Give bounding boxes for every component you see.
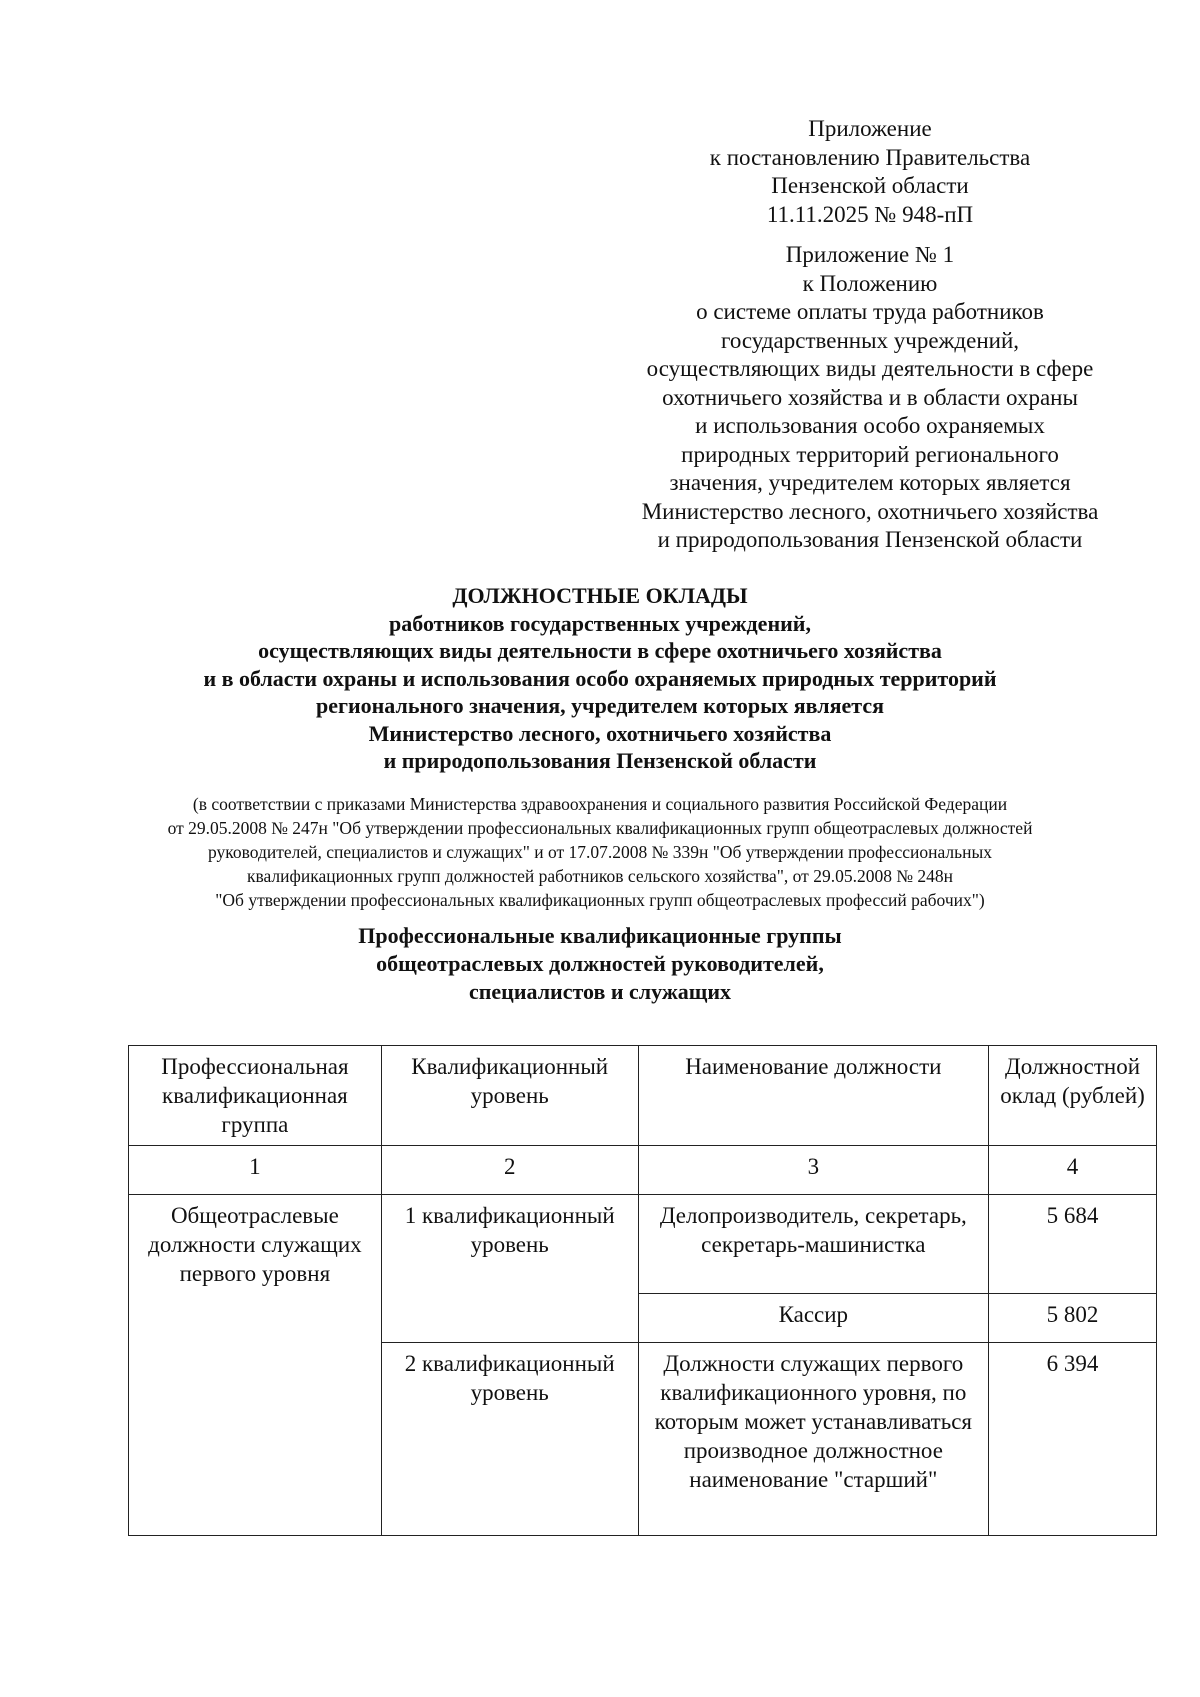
section-title-line: специалистов и служащих [468,979,732,1004]
appendix-one-line: государственных учреждений, [720,327,1020,353]
document-title [100,582,1100,775]
appendix-one-line: значения, учредителем которых является [669,470,1071,495]
appendix-one-line: Приложение № 1 [785,242,955,267]
level-cell: 1 квалификационный уровень [381,1195,638,1343]
note-line: руководителей, специалистов и служащих" и от 17.07.2008 № 339н "Об утверждении профессиональных [207,842,993,862]
header-cell-group: Профессиональная квалификационная группа [129,1046,382,1146]
group-cell: Общеотраслевые должности служащих первого уровня [129,1195,382,1536]
table-row [129,1195,1157,1294]
level-cell: 2 квалификационный уровень [381,1343,638,1536]
column-number-row [129,1146,1157,1195]
salary-cell: 5 684 [989,1195,1157,1294]
header-cell-level: Квалификационный уровень [381,1046,638,1146]
appendix-one-line: к Положению [802,270,938,296]
legal-basis-note [100,792,1100,912]
appendix-header [590,115,1150,229]
appendix-line: 11.11.2025 № 948-пП [766,201,974,227]
note-line: от 29.05.2008 № 247н "Об утверждении профессиональных квалификационных групп общеотраслевых должностей [167,818,1033,838]
section-title-line: Профессиональные квалификационные группы [358,923,842,948]
column-number: 1 [129,1146,382,1195]
salary-table [128,1045,1157,1536]
title-line: ДОЛЖНОСТНЫЕ ОКЛАДЫ [452,583,748,608]
appendix-line: к постановлению Правительства [709,144,1031,170]
appendix-one-line: и природопользования Пензенской области [657,527,1083,552]
position-cell: Делопроизводитель, секретарь, секретарь-машинистка [638,1195,988,1294]
note-line: квалификационных групп должностей работников сельского хозяйства", от 29.05.2008 № 248н [246,866,954,886]
appendix-one-line: природных территорий регионального [681,441,1059,467]
title-line: регионального значения, учредителем которых является [315,693,885,718]
note-line: (в соответствии с приказами Министерства здравоохранения и социального развития Российской Федерации [192,794,1008,814]
section-title-line: общеотраслевых должностей руководителей, [376,951,824,976]
section-title [200,922,1000,1006]
appendix-line: Приложение [808,116,932,141]
salary-cell: 6 394 [989,1343,1157,1536]
column-number: 4 [989,1146,1157,1195]
appendix-one-line: о системе оплаты труда работников [696,299,1044,324]
position-cell: Должности служащих первого квалификационного уровня, по которым может устанавливаться производное должностное наименование "старший" [638,1343,988,1536]
table-header-row [129,1046,1157,1146]
appendix-line: Пензенской области [771,173,969,198]
appendix-one-line: осуществляющих виды деятельности в сфере [646,356,1094,381]
title-line: и природопользования Пензенской области [383,748,817,773]
appendix-one-line: Министерство лесного, охотничьего хозяйства [641,498,1099,524]
column-number: 2 [381,1146,638,1195]
position-cell: Кассир [638,1294,988,1343]
title-line: осуществляющих виды деятельности в сфере охотничьего хозяйства [258,638,942,663]
note-line: "Об утверждении профессиональных квалификационных групп общеотраслевых профессий рабочих") [215,890,985,910]
header-cell-position: Наименование должности [638,1046,988,1146]
column-number: 3 [638,1146,988,1195]
header-cell-salary: Должностной оклад (рублей) [989,1046,1157,1146]
title-line: работников государственных учреждений, [389,610,811,636]
appendix-one-line: охотничьего хозяйства и в области охраны [662,384,1078,410]
salary-cell: 5 802 [989,1294,1157,1343]
title-line: Министерство лесного, охотничьего хозяйства [368,720,832,746]
appendix-one-line: и использования особо охраняемых [695,413,1045,438]
appendix-one-header [590,241,1150,555]
title-line: и в области охраны и использования особо охраняемых природных территорий [203,665,997,691]
